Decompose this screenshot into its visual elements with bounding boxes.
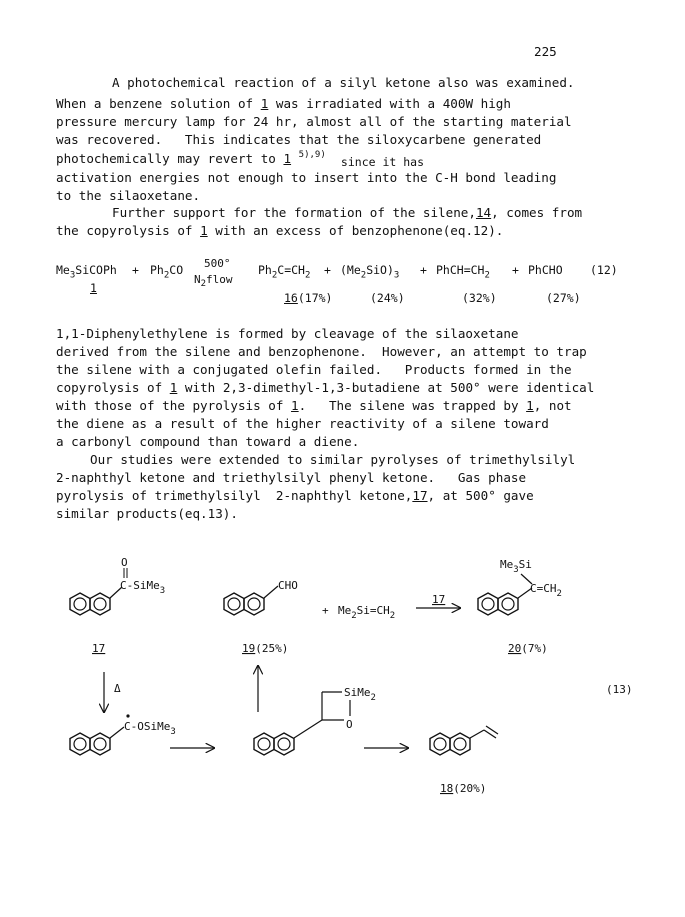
compound-ref: 1 — [260, 96, 269, 111]
eq12-plus: + — [512, 263, 519, 277]
compound-17-structure — [70, 556, 165, 655]
eq12-plus: + — [420, 263, 427, 277]
compound-ref: 1 — [291, 398, 299, 413]
eq13-delta: Δ — [114, 682, 121, 695]
compound-ref: 1 — [283, 151, 292, 166]
paragraph-1-line-5: photochemically may revert to 1 $^{5),9)}$ since it has — [56, 150, 425, 169]
paragraph-3-line-5: with those of the pyrolysis of 1. The silene was trapped by 1, not — [56, 398, 572, 413]
eq13-aldehyde-group: CHO — [278, 579, 298, 592]
compound-ref: 14 — [475, 205, 492, 220]
eq13-siloxetane-o: O — [346, 718, 353, 731]
compound-ref: 17 — [412, 488, 428, 503]
eq13-silene: $Me_2Si=CH_2$ — [338, 604, 396, 621]
paragraph-1-line-7: to the silaoxetane. — [56, 188, 201, 203]
eq13-carbonyl-o: O — [121, 556, 128, 569]
eq13-product20-group: $C=CH_2$ — [530, 582, 562, 599]
compound-20-structure — [478, 558, 562, 655]
eq13-label-18: 18(20%) — [440, 782, 487, 795]
paragraph-1-line-6: activation energies not enough to insert into the C-H bond leading — [56, 170, 557, 185]
paragraph-2-line-1: Further support for the formation of the silene,14, comes from — [112, 205, 583, 220]
eq13-plus: + — [322, 604, 329, 617]
eq12-yield-2: (24%) — [370, 291, 405, 305]
eq13-label-20: 20(7%) — [508, 642, 548, 655]
reference-superscript: 5),9) — [298, 150, 326, 160]
paragraph-2-line-2: the copyrolysis of 1 with an excess of benzophenone(eq.12). — [56, 223, 504, 238]
compound-ref: 1 — [169, 380, 178, 395]
siloxetane-intermediate — [254, 686, 376, 755]
eq12-product-3: $PhCH=CH_2$ — [436, 263, 490, 281]
paragraph-3-line-4: copyrolysis of 1 with 2,3-dimethyl-1,3-butadiene at 500° were identical — [56, 380, 595, 395]
eq12-reactant-1: $Me_3SiCOPh$ — [56, 263, 117, 281]
eq13-siloxetane-si: SiMe$_2$ — [344, 686, 376, 703]
eq13-product20-top: $Me_3Si$ — [500, 558, 532, 575]
eq13-number: (13) — [606, 683, 633, 696]
carbene-intermediate — [70, 714, 176, 755]
eq12-plus: + — [132, 263, 139, 277]
paragraph-4-line-2: 2-naphthyl ketone and triethylsilyl phenyl ketone. Gas phase — [56, 470, 527, 485]
eq12-label-1: 1 — [90, 281, 97, 295]
eq12-product-1: $Ph_2C=CH_2$ — [258, 263, 311, 281]
paragraph-1-line-2: When a benzene solution of 1 was irradiated with a 400W high — [56, 96, 511, 111]
eq12-plus: + — [324, 263, 331, 277]
eq12-product-2: $(Me_2SiO)_3$ — [340, 263, 400, 281]
compound-ref: 1 — [526, 398, 534, 413]
paragraph-1-line-1: A photochemical reaction of a silyl ketone also was examined. — [112, 75, 575, 90]
paragraph-4-line-4: similar products(eq.13). — [56, 506, 238, 521]
paragraph-1-line-4: was recovered. This indicates that the siloxycarbene generated — [56, 132, 542, 147]
compound-18-structure — [430, 726, 498, 795]
eq12-product-4: PhCHO — [528, 263, 563, 277]
eq12-conditions-top: 500° — [204, 257, 231, 270]
eq12-yield-3: (32%) — [462, 291, 497, 305]
eq12-yield-1: 16(17%) — [284, 291, 333, 305]
eq12-yield-4: (27%) — [546, 291, 581, 305]
eq13-label-17: 17 — [92, 642, 106, 655]
page-number: 225 — [534, 44, 557, 59]
paragraph-3-line-6: the diene as a result of the higher reactivity of a silene toward — [56, 416, 549, 431]
eq13-carbene-group: C-OSiMe$_3$ — [124, 720, 176, 737]
eq13-label-19: 19(25%) — [242, 642, 289, 655]
paragraph-3-line-2: derived from the silene and benzophenone. However, an attempt to trap — [56, 344, 587, 359]
paragraph-3-line-7: a carbonyl compound than toward a diene. — [56, 434, 360, 449]
paragraph-4-line-1: Our studies were extended to similar pyrolyses of trimethylsilyl — [90, 452, 576, 467]
eq12-conditions-bottom: $N_2flow$ — [194, 273, 233, 290]
paragraph-4-line-3: pyrolysis of trimethylsilyl 2-naphthyl ketone,17, at 500° gave — [56, 488, 534, 503]
eq12-number: (12) — [590, 263, 618, 277]
paragraph-3-line-1: 1,1-Diphenylethylene is formed by cleavage of the silaoxetane — [56, 326, 519, 341]
paragraph-1-line-3: pressure mercury lamp for 24 hr, almost all of the starting material — [56, 114, 572, 129]
paragraph-3-line-3: the silene with a conjugated olefin failed. Products formed in the — [56, 362, 572, 377]
eq13-ketone-group: C-SiMe$_3$ — [120, 579, 166, 596]
compound-19-structure — [224, 579, 298, 655]
compound-ref: 1 — [200, 223, 208, 238]
eq13-arrow-label: 17 — [432, 593, 446, 606]
eq12-reactant-2: $Ph_2CO$ — [150, 263, 184, 281]
